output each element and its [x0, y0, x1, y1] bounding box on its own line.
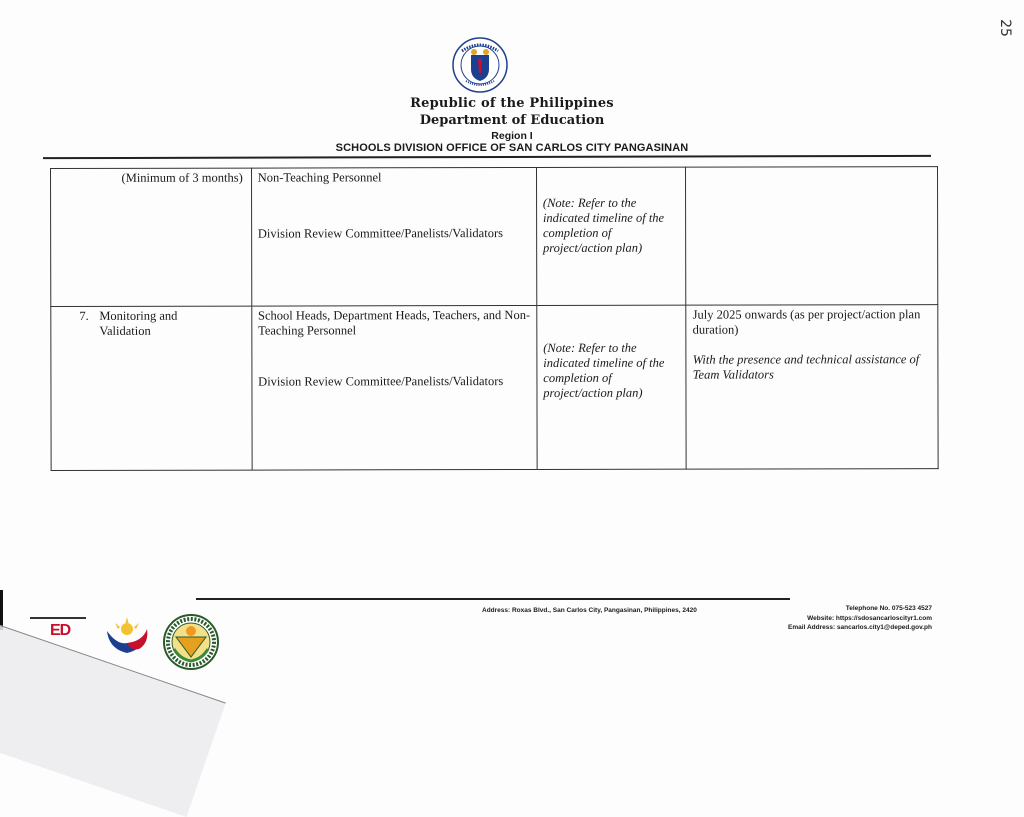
footer-contact: [788, 604, 932, 633]
persons-top: School Heads, Department Heads, Teachers, and Non-Teaching Personnel: [258, 308, 530, 339]
note-cell: [537, 305, 687, 469]
header-division: SCHOOLS DIVISION OFFICE OF SAN CARLOS CITY PANGASINAN: [0, 142, 1024, 154]
deped-seal-icon: [452, 37, 508, 93]
note-text: (Note: Refer to the indicated timeline of the completion of project/action plan): [543, 341, 664, 400]
persons-top: Non-Teaching Personnel: [258, 170, 530, 186]
timeline-text: July 2025 onwards (as per project/action plan duration): [693, 307, 932, 337]
header-divider: [43, 155, 931, 159]
footer-address: Address: Roxas Blvd., San Carlos City, Pangasinan, Philippines, 2420: [482, 607, 697, 614]
scan-edge: [0, 590, 3, 630]
sdo-san-carlos-seal-icon: [162, 613, 220, 671]
footer-website[interactable]: Website: https://sdosancarloscityr1.com: [788, 614, 932, 624]
handwritten-page-number: 25: [997, 19, 1013, 37]
persons-cell: [252, 305, 537, 470]
note-cell: [536, 167, 686, 305]
header-region: Region I: [0, 130, 1024, 142]
table-row: [51, 167, 938, 307]
persons-cell: [251, 167, 536, 306]
activity-cell: [51, 306, 252, 470]
footer-email[interactable]: Email Address: sancarlos.city1@deped.gov.ph: [788, 623, 932, 633]
note-text: (Note: Refer to the indicated timeline of the completion of project/action plan): [543, 196, 664, 255]
activity-cell: [51, 168, 252, 306]
footer-divider-left: [30, 617, 86, 619]
activity-text: (Minimum of 3 months): [122, 171, 243, 185]
timeline-cell: [686, 167, 938, 306]
activity-text: Monitoring and Validation: [99, 309, 209, 339]
footer-divider: [196, 598, 790, 600]
activities-table: [50, 166, 939, 471]
activity-number: 7.: [79, 309, 99, 339]
table-row: [51, 305, 938, 471]
bagong-pilipinas-logo-icon: [103, 615, 151, 655]
header-department: Department of Education: [0, 113, 1024, 128]
timeline-cell: [686, 305, 938, 470]
persons-bottom: Division Review Committee/Panelists/Validators: [258, 374, 530, 390]
matatag-ed-logo: ED: [50, 622, 70, 640]
footer-telephone: Telephone No. 075-523 4527: [788, 604, 932, 614]
header-republic: Republic of the Philippines: [0, 96, 1024, 111]
timeline-note: With the presence and technical assistance of Team Validators: [693, 352, 932, 382]
persons-bottom: Division Review Committee/Panelists/Validators: [258, 226, 530, 242]
